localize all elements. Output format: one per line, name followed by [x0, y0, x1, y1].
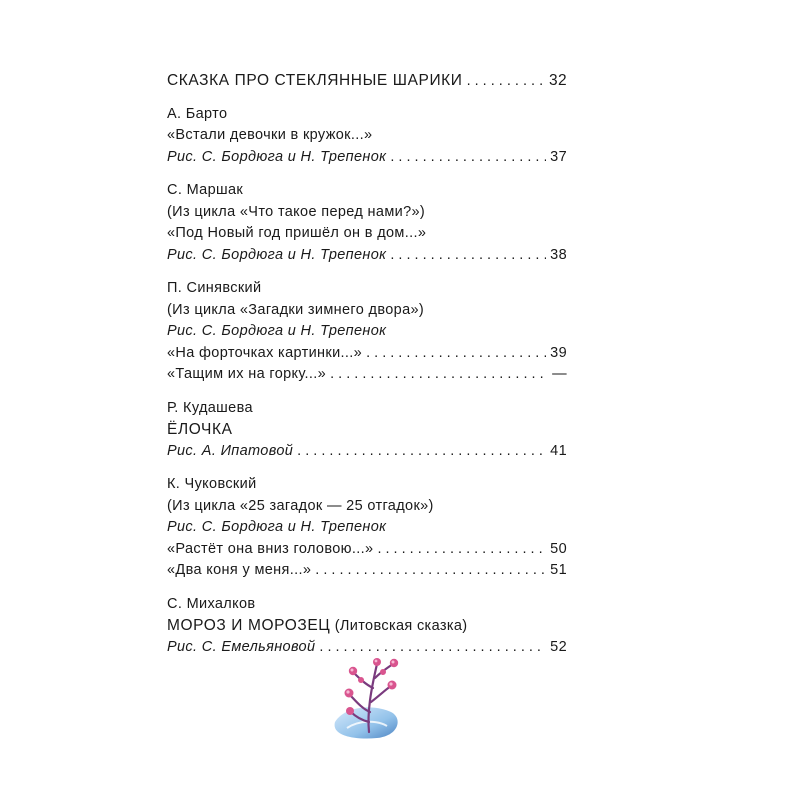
- toc-entry: [167, 398, 567, 463]
- toc-line[interactable]: [167, 560, 567, 582]
- toc-line[interactable]: [167, 343, 567, 365]
- toc-line[interactable]: [167, 441, 567, 463]
- dot-leader: [390, 245, 546, 267]
- illustrator-credit: Рис. С. Бордюга и Н. Трепенок: [167, 246, 387, 263]
- page-number: 51: [550, 562, 567, 578]
- page-number: —: [552, 366, 567, 382]
- dot-leader: [366, 343, 546, 365]
- illustrator-credit: Рис. А. Ипатовой: [167, 442, 294, 459]
- cycle-note: (Из цикла «Что такое перед нами?»): [167, 203, 426, 220]
- illustrator-credit: Рис. С. Бордюга и Н. Трепенок: [167, 323, 387, 339]
- story-title: СКАЗКА ПРО СТЕКЛЯННЫЕ ШАРИКИ: [167, 72, 463, 89]
- poem-title: «Встали девочки в кружок...»: [167, 127, 373, 143]
- page-number: 50: [550, 540, 567, 557]
- poem-title: «Два коня у меня...»: [167, 562, 312, 578]
- toc-entry: [167, 180, 567, 266]
- story-title: ЁЛОЧКА: [167, 421, 233, 438]
- author-line: [167, 278, 567, 300]
- dot-leader: [330, 364, 548, 386]
- toc-entry: [167, 474, 567, 582]
- dot-leader: [467, 71, 545, 92]
- page-number: 41: [550, 442, 567, 459]
- poem-line: [167, 125, 567, 147]
- author-name: К. Чуковский: [167, 476, 257, 492]
- dot-leader: [297, 441, 546, 463]
- toc-line[interactable]: [167, 364, 567, 386]
- illustrator-credit: Рис. С. Бордюга и Н. Трепенок: [167, 148, 387, 165]
- story-title-group: [167, 615, 467, 637]
- author-name: С. Михалков: [167, 595, 256, 612]
- illustrator-line: [167, 321, 567, 343]
- title-line: [167, 419, 567, 441]
- cycle-line: [167, 202, 567, 224]
- page-number: 39: [550, 344, 567, 361]
- flower-on-ice-icon: [325, 650, 415, 745]
- page-number: 32: [549, 72, 567, 89]
- author-name: А. Барто: [167, 105, 228, 122]
- toc-line[interactable]: [167, 539, 567, 561]
- author-name: С. Маршак: [167, 182, 244, 198]
- author-name: П. Синявский: [167, 280, 262, 296]
- story-title: МОРОЗ И МОРОЗЕЦ: [167, 617, 331, 634]
- illustrator-line: [167, 517, 567, 539]
- cycle-note: (Из цикла «Загадки зимнего двора»): [167, 301, 425, 318]
- toc-entry: [167, 594, 567, 659]
- poem-title: «Растёт она вниз головою...»: [167, 540, 374, 557]
- table-of-contents: [167, 70, 567, 670]
- dot-leader: [377, 539, 546, 561]
- cycle-line: [167, 496, 567, 518]
- toc-entry: [167, 104, 567, 169]
- author-line: [167, 594, 567, 616]
- toc-line[interactable]: [167, 70, 567, 92]
- page-number: 38: [550, 246, 567, 263]
- author-line: [167, 104, 567, 126]
- dot-leader: [390, 147, 546, 169]
- toc-line[interactable]: [167, 147, 567, 169]
- author-line: [167, 398, 567, 420]
- author-name: Р. Кудашева: [167, 399, 253, 416]
- page-number: 37: [550, 148, 567, 165]
- toc-entry: [167, 278, 567, 386]
- illustrator-credit: Рис. С. Бордюга и Н. Трепенок: [167, 519, 387, 535]
- author-line: [167, 474, 567, 496]
- toc-entry: [167, 70, 567, 92]
- ice-patch: [335, 707, 398, 738]
- dot-leader: [315, 560, 546, 582]
- story-subtitle: (Литовская сказка): [334, 618, 468, 634]
- toc-line[interactable]: [167, 245, 567, 267]
- cycle-note: (Из цикла «25 загадок — 25 отгадок»): [167, 497, 434, 514]
- poem-line: [167, 223, 567, 245]
- poem-title: «Тащим их на горку...»: [167, 366, 327, 382]
- poem-title: «На форточках картинки...»: [167, 344, 363, 361]
- poem-title: «Под Новый год пришёл он в дом...»: [167, 225, 427, 241]
- illustrator-credit: Рис. С. Емельяновой: [167, 638, 316, 655]
- cycle-line: [167, 300, 567, 322]
- title-line: [167, 615, 567, 637]
- page-number: 52: [550, 638, 567, 655]
- author-line: [167, 180, 567, 202]
